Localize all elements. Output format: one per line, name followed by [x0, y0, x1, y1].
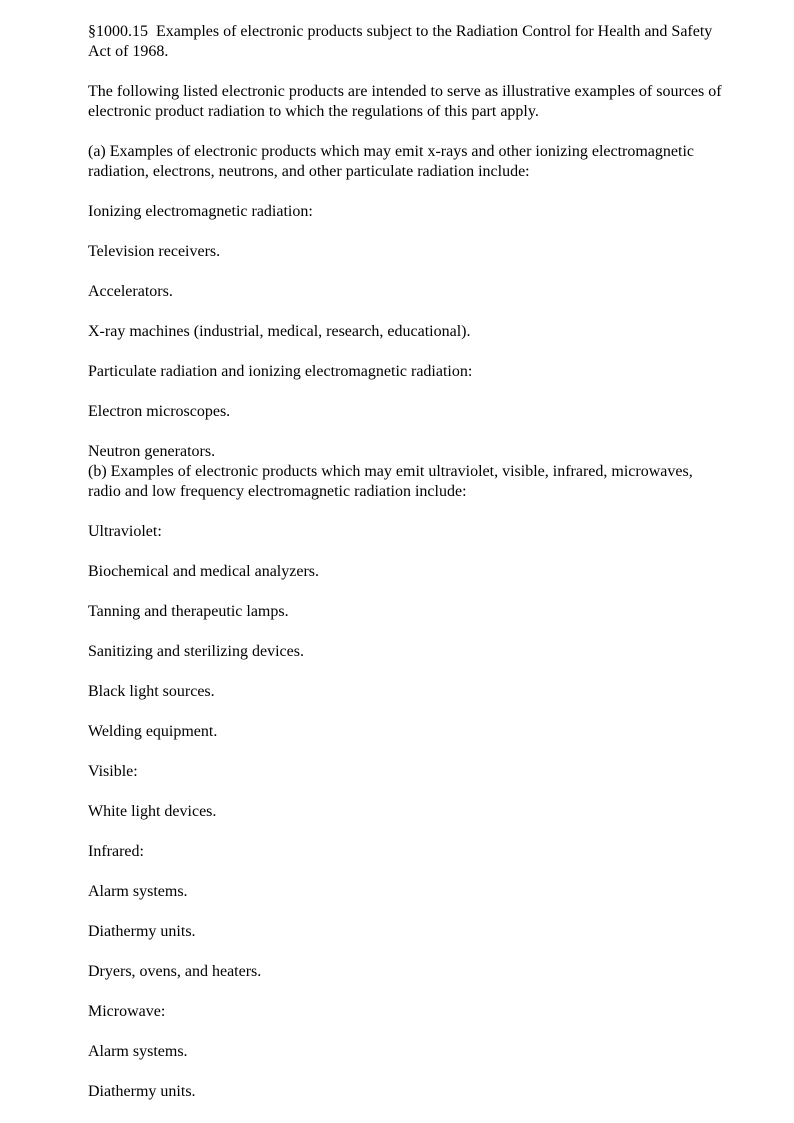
list-item: Dryers, ovens, and heaters. — [88, 963, 262, 980]
part-b-paragraph: (b) Examples of electronic products which may emit ultraviolet, visible, infrared, microwaves, radio and low frequency electromagnetic radiation include: — [88, 463, 693, 500]
list-item: Alarm systems. — [88, 883, 188, 900]
infrared-label: Infrared: — [88, 843, 144, 860]
list-item: Biochemical and medical analyzers. — [88, 563, 320, 580]
section-number: §1000.15 — [88, 23, 148, 40]
list-item: Diathermy units. — [88, 1083, 196, 1100]
list-item: X-ray machines (industrial, medical, research, educational). — [88, 323, 471, 340]
list-item: Alarm systems. — [88, 1043, 188, 1060]
ionizing-label: Ionizing electromagnetic radiation: — [88, 203, 313, 220]
list-item: Accelerators. — [88, 283, 173, 300]
list-item: Welding equipment. — [88, 723, 218, 740]
list-item: Electron microscopes. — [88, 403, 231, 420]
document-page — [88, 22, 728, 1102]
list-item: Diathermy units. — [88, 923, 196, 940]
section-title: Examples of electronic products subject to the Radiation Control for Health and Safety Act of 1968. — [88, 23, 713, 60]
particulate-label: Particulate radiation and ionizing electromagnetic radiation: — [88, 363, 473, 380]
part-a-paragraph: (a) Examples of electronic products which may emit x-rays and other ionizing electromagnetic radiation, electrons, neutrons, and other particulate radiation include: — [88, 143, 694, 180]
list-item: White light devices. — [88, 803, 217, 820]
list-item: Tanning and therapeutic lamps. — [88, 603, 289, 620]
list-item: Neutron generators. — [88, 443, 216, 460]
list-item: Television receivers. — [88, 243, 221, 260]
intro-paragraph: The following listed electronic products are intended to serve as illustrative examples of sources of electronic product radiation to which the regulations of this part apply. — [88, 83, 722, 120]
microwave-label: Microwave: — [88, 1003, 166, 1020]
list-item: Black light sources. — [88, 683, 215, 700]
visible-label: Visible: — [88, 763, 138, 780]
list-item: Sanitizing and sterilizing devices. — [88, 643, 304, 660]
section-heading — [88, 22, 728, 62]
ultraviolet-label: Ultraviolet: — [88, 523, 162, 540]
